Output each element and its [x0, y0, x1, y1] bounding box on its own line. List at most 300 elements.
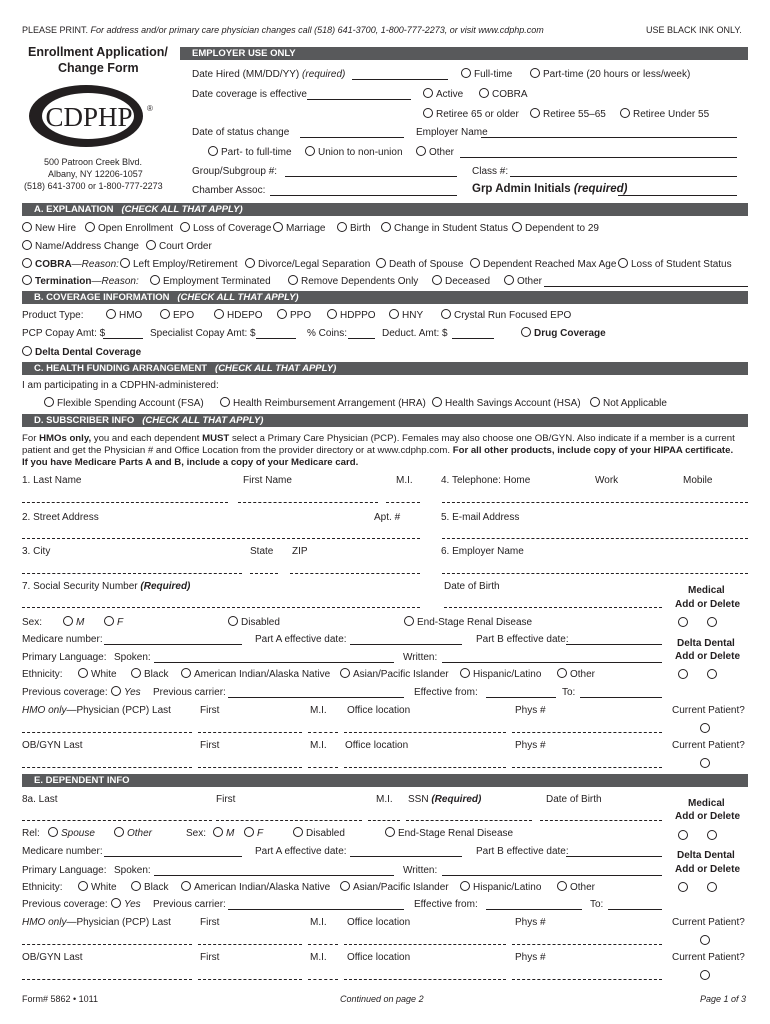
dental-add-radio[interactable] [678, 669, 688, 679]
obgyn-phys-field[interactable] [512, 767, 662, 768]
date-status-field[interactable] [300, 137, 404, 138]
hdepo-radio[interactable] [214, 309, 224, 319]
esrd-radio[interactable] [404, 616, 414, 626]
sex-m-radio[interactable] [63, 616, 73, 626]
dep-pcp-current-radio[interactable] [700, 935, 710, 945]
part-time-label: Part-time (20 hours or less/week) [543, 69, 691, 80]
retiree-55-radio[interactable] [530, 108, 540, 118]
eth-asian-radio[interactable] [340, 668, 350, 678]
dep-to-field[interactable] [608, 909, 662, 910]
dep-spoken-field[interactable] [154, 875, 394, 876]
eth-hispanic-label: Hispanic/Latino [473, 669, 542, 680]
pcp-last-field[interactable] [22, 732, 192, 733]
obgyn-last-field[interactable] [22, 767, 192, 768]
obgyn-phys-label: Phys # [515, 740, 546, 751]
dep-dental-add-radio[interactable] [678, 882, 688, 892]
email-field[interactable] [442, 538, 748, 539]
sex-f-radio[interactable] [104, 616, 114, 626]
city-label: 3. City [22, 546, 51, 557]
intro-line1: For HMOs only, you and each dependent MUST select a Primary Care Physician (PCP). Females may also choose one OB/GYN. Also indicate if a member is a current [22, 433, 735, 444]
hmo-radio[interactable] [106, 309, 116, 319]
email-label: 5. E-mail Address [441, 512, 520, 523]
dep-obgyn-office-field[interactable] [344, 979, 506, 980]
not-applicable-label: Not Applicable [603, 398, 667, 409]
obgyn-mi-label: M.I. [310, 740, 327, 751]
dep-delta-dental-label: Delta Dental [677, 850, 735, 861]
dep-medicare-number-label: Medicare number: [22, 846, 103, 857]
dep-primary-language-label: Primary Language: [22, 865, 107, 876]
full-time-radio[interactable] [461, 68, 471, 78]
obgyn-last-label: OB/GYN Last [22, 740, 83, 751]
cobra-radio[interactable] [22, 258, 32, 268]
dep-obgyn-first-label: First [200, 952, 220, 963]
birth-radio[interactable] [337, 222, 347, 232]
dep-eth-white-radio[interactable] [78, 881, 88, 891]
grp-admin-label: Grp Admin Initials (required) [472, 183, 628, 195]
section-a-bar: A. EXPLANATION (CHECK ALL THAT APPLY) [22, 203, 748, 216]
dep-sex-f-label: F [257, 828, 264, 839]
dep-obgyn-current-label: Current Patient? [672, 952, 745, 963]
employment-terminated-label: Employment Terminated [163, 276, 271, 287]
sex-m-label: M [76, 617, 85, 628]
union-radio[interactable] [305, 146, 315, 156]
dependent-29-radio[interactable] [512, 222, 522, 232]
part-b-label: Part B effective date: [476, 634, 569, 645]
status-other-radio[interactable] [416, 146, 426, 156]
delta-dental-radio[interactable] [22, 346, 32, 356]
dep-to-label: To: [590, 899, 604, 910]
dep-hmo-pcp-label: HMO only—Physician (PCP) Last [22, 917, 171, 928]
obgyn-current-label: Current Patient? [672, 740, 745, 751]
termination-reason-label: Termination—Reason: [35, 276, 139, 287]
zip-label: ZIP [292, 546, 308, 557]
dep-pcp-first-label: First [200, 917, 220, 928]
class-label: Class #: [472, 166, 509, 177]
pcp-current-radio[interactable] [700, 723, 710, 733]
effective-from-field[interactable] [486, 697, 556, 698]
dep-rel-label: Rel: [22, 828, 40, 839]
eth-black-label: Black [144, 669, 169, 680]
pcp-first-field[interactable] [198, 732, 302, 733]
dep-ethnicity-label: Ethnicity: [22, 882, 63, 893]
hny-radio[interactable] [389, 309, 399, 319]
eth-hispanic-radio[interactable] [460, 668, 470, 678]
dep-eth-native-radio[interactable] [181, 881, 191, 891]
dep-pcp-mi-field[interactable] [308, 944, 338, 945]
telephone-label: 4. Telephone: Home [441, 475, 531, 486]
obgyn-first-label: First [200, 740, 220, 751]
hra-label: Health Reimbursement Arrangement (HRA) [233, 398, 426, 409]
retiree-65-label: Retiree 65 or older [436, 109, 519, 120]
dependent-29-label: Dependent to 29 [525, 223, 599, 234]
fsa-radio[interactable] [44, 397, 54, 407]
form-title-line1: Enrollment Application/ [28, 45, 168, 59]
mobile-label: Mobile [683, 475, 713, 486]
part-a-label: Part A effective date: [255, 634, 347, 645]
dep-other-radio[interactable] [114, 827, 124, 837]
street-label: 2. Street Address [22, 512, 99, 523]
dep-part-b-label: Part B effective date: [476, 846, 569, 857]
spoken-field[interactable] [154, 662, 394, 663]
prev-yes-label: Yes [124, 687, 141, 698]
status-other-field[interactable] [460, 157, 737, 158]
dep-prev-yes-radio[interactable] [111, 898, 121, 908]
active-radio[interactable] [423, 88, 433, 98]
new-hire-label: New Hire [35, 223, 77, 234]
pcp-phys-label: Phys # [515, 705, 546, 716]
dep-ssn-field[interactable] [406, 820, 532, 821]
dep-prev-carrier-label: Previous carrier: [153, 899, 226, 910]
pcp-mi-label: M.I. [310, 705, 327, 716]
dep-mi-field[interactable] [368, 820, 400, 821]
status-other-label: Other [429, 147, 455, 158]
to-field[interactable] [580, 697, 662, 698]
date-coverage-field[interactable] [307, 99, 411, 100]
print-instructions [22, 26, 544, 35]
address-line3: (518) 641-3700 or 1-800-777-2273 [24, 181, 163, 191]
logo-registered: ® [147, 104, 153, 113]
not-applicable-radio[interactable] [590, 397, 600, 407]
termination-radio[interactable] [22, 275, 32, 285]
dep-obgyn-mi-field[interactable] [308, 979, 338, 980]
dep-sex-label: Sex: [186, 828, 207, 839]
hmo-label: HMO [119, 310, 143, 321]
max-age-label: Dependent Reached Max Age [483, 259, 617, 270]
first-name-field[interactable] [238, 502, 378, 503]
name-address-label: Name/Address Change [35, 241, 139, 252]
dep-last-label: 8a. Last [22, 794, 58, 805]
dep-last-field[interactable] [22, 820, 212, 821]
open-enrollment-radio[interactable] [85, 222, 95, 232]
state-field[interactable] [250, 573, 278, 574]
employer-name-d-label: 6. Employer Name [441, 546, 524, 557]
dep-first-field[interactable] [216, 820, 362, 821]
pcp-mi-field[interactable] [308, 732, 338, 733]
logo-text: CDPHP [45, 102, 133, 132]
hny-label: HNY [402, 310, 424, 321]
dep-dental-add-delete-label: Add or Delete [675, 864, 741, 875]
divorce-label: Divorce/Legal Separation [258, 259, 371, 270]
dep-effective-from-label: Effective from: [414, 899, 478, 910]
loss-of-coverage-label: Loss of Coverage [193, 223, 272, 234]
hdepo-label: HDEPO [227, 310, 263, 321]
dep-dob-field[interactable] [540, 820, 662, 821]
divorce-radio[interactable] [245, 258, 255, 268]
dep-pcp-phys-label: Phys # [515, 917, 546, 928]
employer-bar: EMPLOYER USE ONLY [180, 47, 748, 60]
mi-label: M.I. [396, 475, 413, 486]
hdppo-label: HDPPO [340, 310, 376, 321]
new-hire-radio[interactable] [22, 222, 32, 232]
eth-other-label: Other [570, 669, 596, 680]
eth-black-radio[interactable] [131, 668, 141, 678]
court-order-label: Court Order [159, 241, 212, 252]
hdppo-radio[interactable] [327, 309, 337, 319]
eth-native-label: American Indian/Alaska Native [194, 669, 331, 680]
dep-prev-carrier-field[interactable] [228, 909, 404, 910]
retiree-55-label: Retiree 55–65 [543, 109, 606, 120]
fsa-label: Flexible Spending Account (FSA) [57, 398, 204, 409]
grp-admin-field[interactable] [618, 195, 737, 196]
pcp-office-label: Office location [347, 705, 411, 716]
dep-pcp-first-field[interactable] [198, 944, 302, 945]
disabled-radio[interactable] [228, 616, 238, 626]
please-print: PLEASE PRINT. [22, 25, 89, 35]
employer-name-label: Employer Name [416, 127, 488, 138]
open-enrollment-label: Open Enrollment [98, 223, 174, 234]
remove-dependents-radio[interactable] [288, 275, 298, 285]
written-label: Written: [403, 652, 438, 663]
dep-obgyn-last-field[interactable] [22, 979, 192, 980]
dep-pcp-office-field[interactable] [344, 944, 506, 945]
effective-from-label: Effective from: [414, 687, 478, 698]
dep-eth-hispanic-label: Hispanic/Latino [473, 882, 542, 893]
group-field[interactable] [285, 176, 457, 177]
dep-obgyn-current-radio[interactable] [700, 970, 710, 980]
deduct-label: Deduct. Amt: $ [382, 328, 448, 339]
date-hired-label: Date Hired (MM/DD/YY) (required) [192, 69, 346, 80]
dep-medical-delete-radio[interactable] [707, 830, 717, 840]
eth-asian-label: Asian/Pacific Islander [353, 669, 449, 680]
part-b-field[interactable] [566, 644, 662, 645]
dep-eth-black-label: Black [144, 882, 169, 893]
employer-name-field[interactable] [481, 137, 737, 138]
dep-obgyn-last-label: OB/GYN Last [22, 952, 83, 963]
dep-eth-black-radio[interactable] [131, 881, 141, 891]
street-field[interactable] [22, 538, 420, 539]
epo-label: EPO [173, 310, 195, 321]
primary-language-label: Primary Language: [22, 652, 107, 663]
deduct-field[interactable] [452, 338, 494, 339]
hsa-radio[interactable] [432, 397, 442, 407]
chamber-label: Chamber Assoc: [192, 185, 266, 196]
loss-of-coverage-radio[interactable] [180, 222, 190, 232]
group-label: Group/Subgroup #: [192, 166, 278, 177]
part-to-full-radio[interactable] [208, 146, 218, 156]
to-label: To: [562, 687, 576, 698]
last-name-field[interactable] [22, 502, 228, 503]
spec-copay-field[interactable] [256, 338, 296, 339]
part-to-full-label: Part- to full-time [221, 147, 292, 158]
loss-student-label: Loss of Student Status [631, 259, 732, 270]
section-b-bar: B. COVERAGE INFORMATION (CHECK ALL THAT APPLY) [22, 291, 748, 304]
intro-line2: patient and get the Physician # and Office Location from the provider directory or at www.cdphp.com. For all other products, include copy of your HIPAA certificate. [22, 445, 734, 456]
drug-coverage-radio[interactable] [521, 327, 531, 337]
student-status-label: Change in Student Status [394, 223, 508, 234]
part-time-radio[interactable] [530, 68, 540, 78]
hsa-label: Health Savings Account (HSA) [445, 398, 581, 409]
section-c-bar: C. HEALTH FUNDING ARRANGEMENT (CHECK ALL THAT APPLY) [22, 362, 748, 375]
date-hired-field[interactable] [352, 79, 448, 80]
spec-copay-label: Specialist Copay Amt: $ [150, 328, 256, 339]
dep-obgyn-phys-label: Phys # [515, 952, 546, 963]
part-a-field[interactable] [350, 644, 462, 645]
dep-part-a-label: Part A effective date: [255, 846, 347, 857]
dep-disabled-label: Disabled [306, 828, 345, 839]
cobra-reason-label: COBRA—Reason: [35, 259, 119, 270]
dep-prev-yes-label: Yes [124, 899, 141, 910]
obgyn-office-field[interactable] [344, 767, 506, 768]
dep-part-b-field[interactable] [566, 856, 662, 857]
dep-first-label: First [216, 794, 236, 805]
ssn-field[interactable] [22, 607, 420, 608]
crystal-run-radio[interactable] [441, 309, 451, 319]
full-time-label: Full-time [474, 69, 513, 80]
dep-sex-f-radio[interactable] [244, 827, 254, 837]
dep-medical-label: Medical [688, 798, 725, 809]
first-name-label: First Name [243, 475, 292, 486]
dep-eth-native-label: American Indian/Alaska Native [194, 882, 331, 893]
dep-other-label: Other [127, 828, 153, 839]
retiree-under-label: Retiree Under 55 [633, 109, 710, 120]
dep-dental-delete-radio[interactable] [707, 882, 717, 892]
zip-field[interactable] [290, 573, 420, 574]
left-employ-radio[interactable] [120, 258, 130, 268]
mi-field[interactable] [386, 502, 420, 503]
dep-eth-white-label: White [91, 882, 117, 893]
pcp-copay-label: PCP Copay Amt: $ [22, 328, 106, 339]
dep-obgyn-phys-field[interactable] [512, 979, 662, 980]
written-field[interactable] [442, 662, 662, 663]
dep-sex-m-label: M [226, 828, 235, 839]
spoken-label: Spoken: [114, 652, 151, 663]
ppo-label: PPO [290, 310, 312, 321]
pcp-office-field[interactable] [344, 732, 506, 733]
employer-name-d-field[interactable] [442, 573, 748, 574]
union-label: Union to non-union [318, 147, 403, 158]
dep-obgyn-office-label: Office location [347, 952, 411, 963]
dep-pcp-phys-field[interactable] [512, 944, 662, 945]
eth-native-radio[interactable] [181, 668, 191, 678]
obgyn-current-radio[interactable] [700, 758, 710, 768]
eth-other-radio[interactable] [557, 668, 567, 678]
dep-spoken-label: Spoken: [114, 865, 151, 876]
sex-label: Sex: [22, 617, 43, 628]
prev-yes-radio[interactable] [111, 686, 121, 696]
prev-carrier-label: Previous carrier: [153, 687, 226, 698]
hmo-pcp-label: HMO only—Physician (PCP) Last [22, 705, 171, 716]
dep-effective-from-field[interactable] [486, 909, 582, 910]
dep-written-field[interactable] [442, 875, 662, 876]
dep-medical-add-radio[interactable] [678, 830, 688, 840]
prev-coverage-label: Previous coverage: [22, 687, 108, 698]
dep-esrd-label: End-Stage Renal Disease [398, 828, 514, 839]
dep-obgyn-first-field[interactable] [198, 979, 302, 980]
dep-medicare-number-field[interactable] [104, 856, 242, 857]
intro-line3: If you have Medicare Parts A and B, include a copy of your Medicare card. [22, 457, 359, 468]
sex-f-label: F [117, 617, 124, 628]
ethnicity-label: Ethnicity: [22, 669, 63, 680]
eth-white-radio[interactable] [78, 668, 88, 678]
work-label: Work [595, 475, 619, 486]
retiree-under-radio[interactable] [620, 108, 630, 118]
pcp-phys-field[interactable] [512, 732, 662, 733]
coins-label: % Coins: [307, 328, 348, 339]
max-age-radio[interactable] [470, 258, 480, 268]
telephone-field[interactable] [442, 502, 748, 503]
term-other-field[interactable] [544, 286, 748, 287]
dental-add-delete-label: Add or Delete [675, 651, 741, 662]
ppo-radio[interactable] [277, 309, 287, 319]
eth-white-label: White [91, 669, 117, 680]
apt-label: Apt. # [374, 512, 401, 523]
dep-spouse-radio[interactable] [48, 827, 58, 837]
prev-carrier-field[interactable] [228, 697, 404, 698]
employment-terminated-radio[interactable] [150, 275, 160, 285]
loss-student-radio[interactable] [618, 258, 628, 268]
court-order-radio[interactable] [146, 240, 156, 250]
cobra-employer-label: COBRA [492, 89, 528, 100]
obgyn-mi-field[interactable] [308, 767, 338, 768]
dental-delete-radio[interactable] [707, 669, 717, 679]
dep-eth-hispanic-radio[interactable] [460, 881, 470, 891]
name-address-radio[interactable] [22, 240, 32, 250]
coins-field[interactable] [348, 338, 375, 339]
cobra-employer-radio[interactable] [479, 88, 489, 98]
dep-ssn-label: SSN (Required) [408, 794, 482, 805]
retiree-65-radio[interactable] [423, 108, 433, 118]
medicare-number-label: Medicare number: [22, 634, 103, 645]
changes-note: For address and/or primary care physician changes call (518) 641-3700, 1-800-777-2273, or visit www.cdphp.com [90, 25, 544, 35]
left-employ-label: Left Employ/Retirement [133, 259, 238, 270]
form-title-line2: Change Form [58, 61, 139, 75]
ssn-label: 7. Social Security Number (Required) [22, 581, 191, 592]
address-line1: 500 Patroon Creek Blvd. [44, 157, 143, 167]
death-spouse-radio[interactable] [376, 258, 386, 268]
dob-field[interactable] [444, 607, 662, 608]
hra-radio[interactable] [220, 397, 230, 407]
dep-spouse-label: Spouse [61, 828, 95, 839]
dep-pcp-last-field[interactable] [22, 944, 192, 945]
dep-eth-other-radio[interactable] [557, 881, 567, 891]
esrd-label: End-Stage Renal Disease [417, 617, 533, 628]
pcp-copay-field[interactable] [103, 338, 143, 339]
dep-eth-asian-radio[interactable] [340, 881, 350, 891]
last-name-label: 1. Last Name [22, 475, 82, 486]
medicare-number-field[interactable] [104, 644, 242, 645]
pcp-current-label: Current Patient? [672, 705, 745, 716]
medical-add-radio[interactable] [678, 617, 688, 627]
dep-disabled-radio[interactable] [293, 827, 303, 837]
section-d-bar: D. SUBSCRIBER INFO (CHECK ALL THAT APPLY) [22, 414, 748, 427]
deceased-radio[interactable] [432, 275, 442, 285]
marriage-label: Marriage [286, 223, 326, 234]
form-number: Form# 5862 • 1011 [22, 994, 99, 1004]
dep-eth-asian-label: Asian/Pacific Islander [353, 882, 449, 893]
dep-pcp-office-label: Office location [347, 917, 411, 928]
medical-label: Medical [688, 585, 725, 596]
class-field[interactable] [510, 176, 737, 177]
dep-sex-m-radio[interactable] [213, 827, 223, 837]
dep-obgyn-mi-label: M.I. [310, 952, 327, 963]
obgyn-first-field[interactable] [198, 767, 302, 768]
dep-esrd-radio[interactable] [385, 827, 395, 837]
city-field[interactable] [22, 573, 242, 574]
epo-radio[interactable] [160, 309, 170, 319]
state-label: State [250, 546, 274, 557]
disabled-label: Disabled [241, 617, 280, 628]
dep-part-a-field[interactable] [350, 856, 462, 857]
marriage-radio[interactable] [273, 222, 283, 232]
medical-delete-radio[interactable] [707, 617, 717, 627]
pcp-first-label: First [200, 705, 220, 716]
chamber-field[interactable] [270, 195, 457, 196]
remove-dependents-label: Remove Dependents Only [301, 276, 419, 287]
term-other-radio[interactable] [504, 275, 514, 285]
dep-dob-label: Date of Birth [546, 794, 602, 805]
student-status-radio[interactable] [381, 222, 391, 232]
date-coverage-label: Date coverage is effective [192, 89, 307, 100]
